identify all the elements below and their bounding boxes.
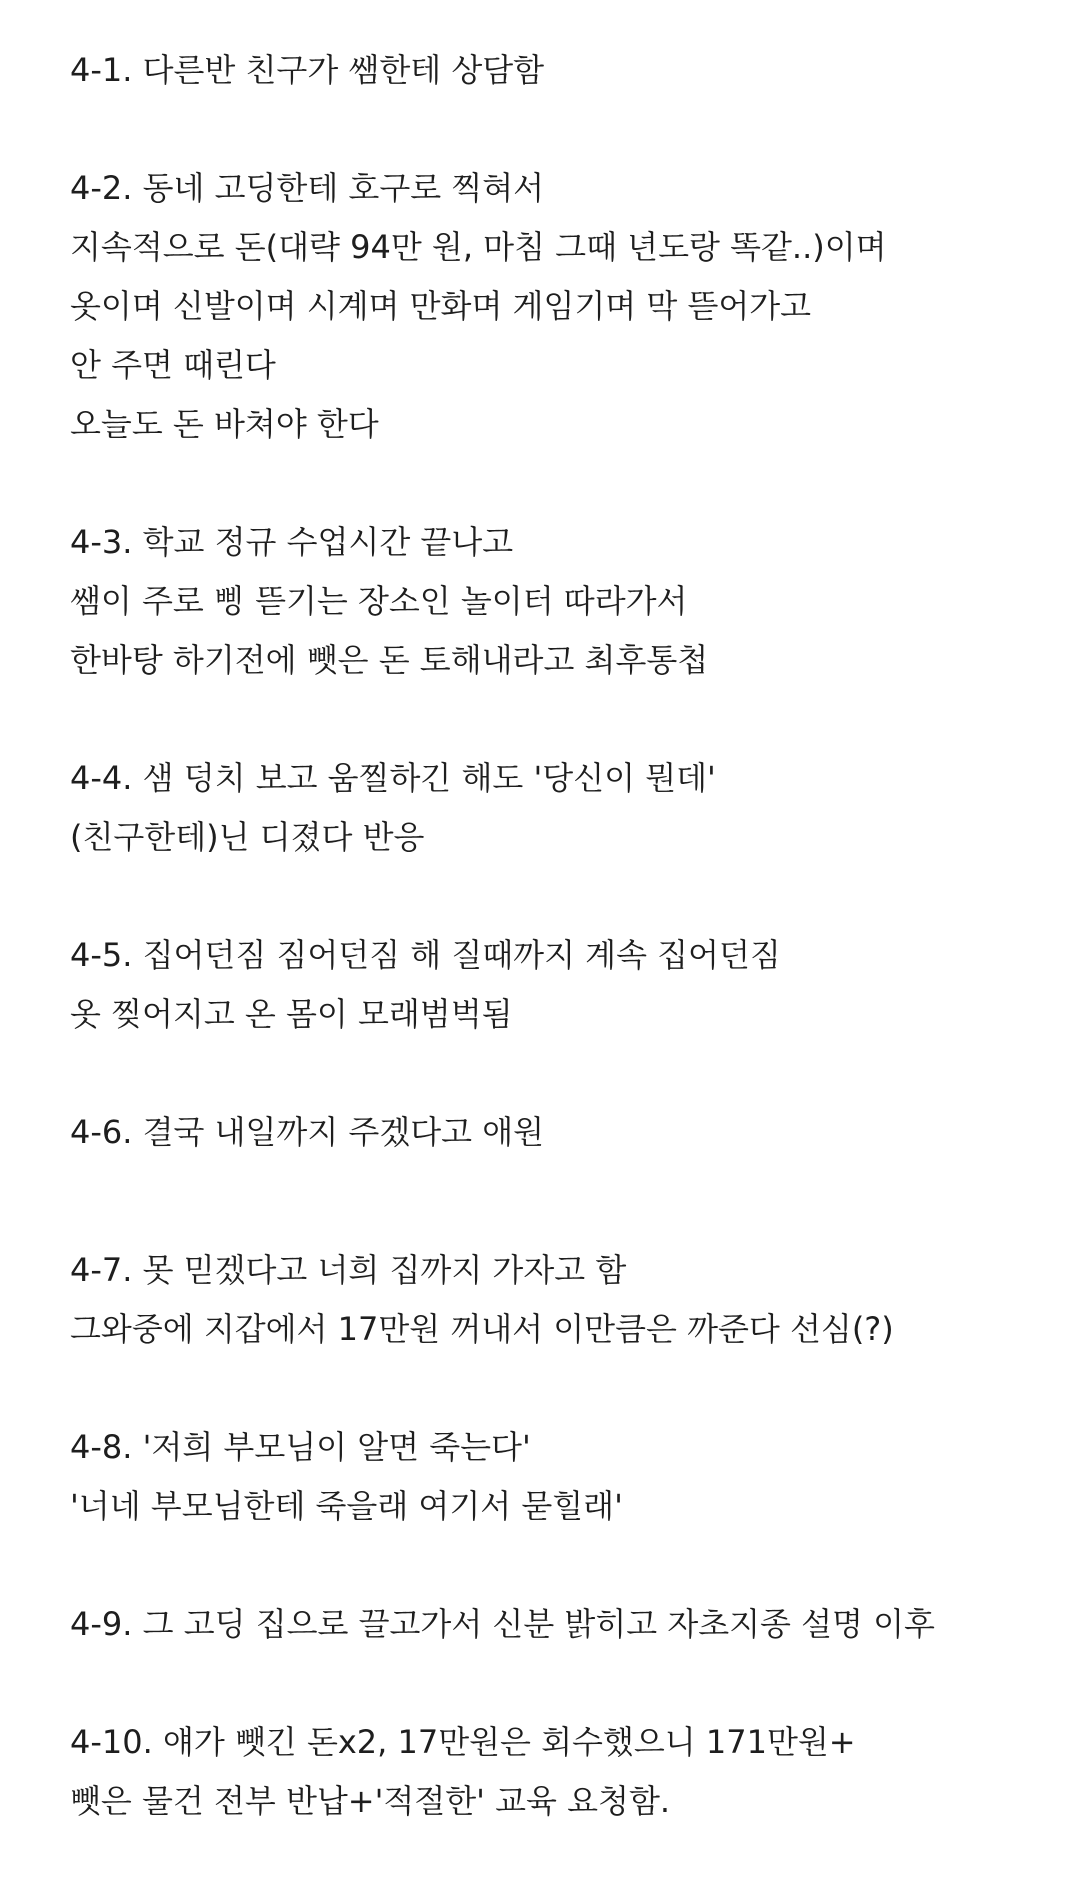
section-4-10-line-1: 4-10. 얘가 뺏긴 돈x2, 17만원은 회수했으니 171만원+ xyxy=(70,1723,856,1761)
section-4-5-line-1: 4-5. 집어던짐 짐어던짐 해 질때까지 계속 집어던짐 xyxy=(70,936,781,974)
section-4-4-line-2: (친구한테)닌 디졌다 반응 xyxy=(70,818,425,856)
section-4-2-line-2: 지속적으로 돈(대략 94만 원, 마침 그때 년도랑 똑같..)이며 xyxy=(70,228,887,266)
section-4-5-line-2: 옷 찢어지고 온 몸이 모래범벅됨 xyxy=(70,995,513,1033)
section-4-3-line-2: 쌤이 주로 삥 뜯기는 장소인 놀이터 따라가서 xyxy=(70,582,688,620)
section-4-8-line-2: '너네 부모님한테 죽을래 여기서 묻힐래' xyxy=(70,1487,623,1525)
section-4-2-line-1: 4-2. 동네 고딩한테 호구로 찍혀서 xyxy=(70,169,545,207)
section-4-6-line-1: 4-6. 결국 내일까지 주겠다고 애원 xyxy=(70,1113,545,1151)
section-4-3-line-3: 한바탕 하기전에 뺏은 돈 토해내라고 최후통첩 xyxy=(70,641,709,679)
section-4-2-line-4: 안 주면 때린다 xyxy=(70,346,276,384)
section-4-7-line-2: 그와중에 지갑에서 17만원 꺼내서 이만큼은 까준다 선심(?) xyxy=(70,1310,894,1348)
section-4-2-line-5: 오늘도 돈 바쳐야 한다 xyxy=(70,405,379,443)
section-4-1-line-1: 4-1. 다른반 친구가 쌤한테 상담함 xyxy=(70,51,545,89)
section-4-7-line-1: 4-7. 못 믿겠다고 너희 집까지 가자고 함 xyxy=(70,1251,627,1289)
section-4-2-line-3: 옷이며 신발이며 시계며 만화며 게임기며 막 뜯어가고 xyxy=(70,287,812,325)
section-4-9-line-1: 4-9. 그 고딩 집으로 끌고가서 신분 밝히고 자초지종 설명 이후 xyxy=(70,1605,935,1643)
section-4-8-line-1: 4-8. '저희 부모님이 알면 죽는다' xyxy=(70,1428,531,1466)
section-4-4-line-1: 4-4. 샘 덩치 보고 움찔하긴 해도 '당신이 뭔데' xyxy=(70,759,716,797)
section-4-3-line-1: 4-3. 학교 정규 수업시간 끝나고 xyxy=(70,523,514,561)
section-4-10-line-2: 뺏은 물건 전부 반납+'적절한' 교육 요청함. xyxy=(70,1782,671,1820)
